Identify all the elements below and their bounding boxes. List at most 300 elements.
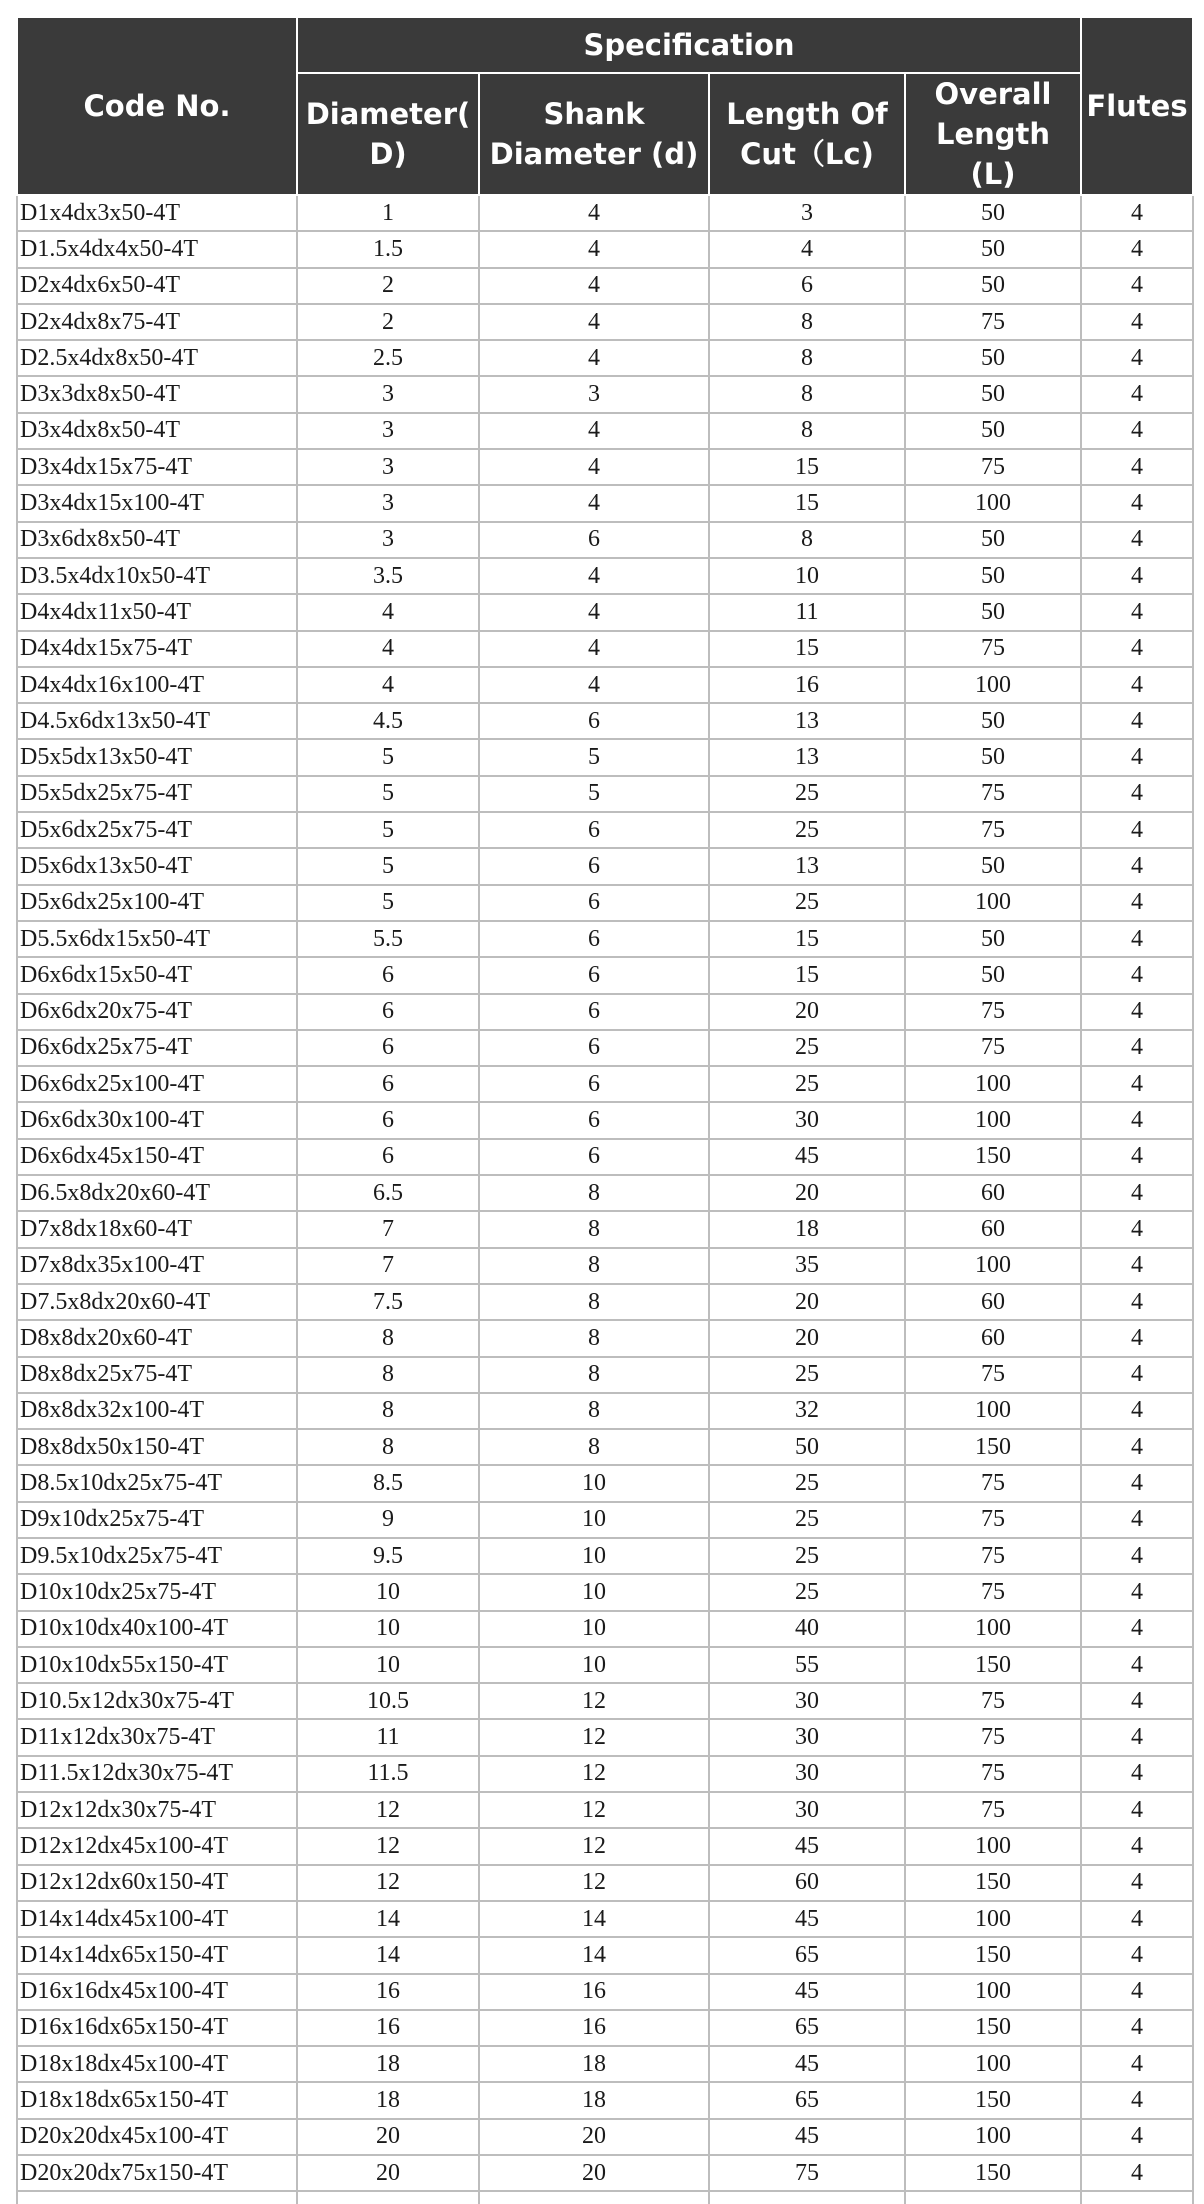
table-row (17, 1465, 1193, 1501)
length-of-cut-cell: 25 (709, 776, 905, 812)
header-length-of-cut: Length Of Cut（Lc) (709, 73, 905, 195)
length-of-cut-cell: 20 (709, 1175, 905, 1211)
code-no-cell: D5x6dx25x75-4T (17, 812, 297, 848)
length-of-cut-cell: 25 (709, 1465, 905, 1501)
flutes-cell: 4 (1081, 1611, 1193, 1647)
table-row (17, 2082, 1193, 2118)
header-diameter: Diameter( D) (297, 73, 479, 195)
table-row (17, 1139, 1193, 1175)
flutes-cell: 4 (1081, 1792, 1193, 1828)
overall-length-cell: 60 (905, 1284, 1081, 1320)
diameter-cell: 5.5 (297, 921, 479, 957)
shank-diameter-cell: 12 (479, 1756, 709, 1792)
overall-length-cell: 75 (905, 1502, 1081, 1538)
code-no-cell: D10x10dx40x100-4T (17, 1611, 297, 1647)
table-row (17, 1647, 1193, 1683)
table-row (17, 1937, 1193, 1973)
diameter-cell: 20 (297, 2155, 479, 2191)
flutes-cell: 4 (1081, 1211, 1193, 1247)
length-of-cut-cell: 4 (709, 231, 905, 267)
shank-diameter-cell: 8 (479, 1320, 709, 1356)
length-of-cut-cell: 30 (709, 1756, 905, 1792)
table-row (17, 594, 1193, 630)
empty-cell (905, 2191, 1081, 2204)
diameter-cell: 1 (297, 195, 479, 231)
length-of-cut-cell: 25 (709, 1066, 905, 1102)
table-row (17, 2155, 1193, 2191)
overall-length-cell: 75 (905, 776, 1081, 812)
code-no-cell: D14x14dx65x150-4T (17, 1937, 297, 1973)
shank-diameter-cell: 6 (479, 848, 709, 884)
table-row (17, 1393, 1193, 1429)
diameter-cell: 18 (297, 2082, 479, 2118)
length-of-cut-cell: 55 (709, 1647, 905, 1683)
diameter-cell: 14 (297, 1937, 479, 1973)
flutes-cell: 4 (1081, 739, 1193, 775)
shank-diameter-cell: 12 (479, 1719, 709, 1755)
flutes-cell: 4 (1081, 812, 1193, 848)
diameter-cell: 7 (297, 1248, 479, 1284)
table-row (17, 268, 1193, 304)
table-row (17, 2119, 1193, 2155)
shank-diameter-cell: 3 (479, 376, 709, 412)
diameter-cell: 10 (297, 1647, 479, 1683)
diameter-cell: 10 (297, 1611, 479, 1647)
code-no-cell: D8x8dx32x100-4T (17, 1393, 297, 1429)
code-no-cell: D18x18dx65x150-4T (17, 2082, 297, 2118)
code-no-cell: D3x6dx8x50-4T (17, 522, 297, 558)
code-no-cell: D16x16dx65x150-4T (17, 2010, 297, 2046)
diameter-cell: 5 (297, 739, 479, 775)
shank-diameter-cell: 6 (479, 1066, 709, 1102)
length-of-cut-cell: 75 (709, 2155, 905, 2191)
diameter-cell: 6 (297, 1139, 479, 1175)
code-no-cell: D12x12dx60x150-4T (17, 1865, 297, 1901)
shank-diameter-cell: 12 (479, 1828, 709, 1864)
code-no-cell: D10.5x12dx30x75-4T (17, 1683, 297, 1719)
diameter-cell: 9.5 (297, 1538, 479, 1574)
table-row (17, 340, 1193, 376)
overall-length-cell: 50 (905, 594, 1081, 630)
length-of-cut-cell: 30 (709, 1683, 905, 1719)
overall-length-cell: 50 (905, 413, 1081, 449)
overall-length-cell: 60 (905, 1211, 1081, 1247)
shank-diameter-cell: 4 (479, 304, 709, 340)
length-of-cut-cell: 8 (709, 522, 905, 558)
overall-length-cell: 75 (905, 1792, 1081, 1828)
shank-diameter-cell: 10 (479, 1611, 709, 1647)
shank-diameter-cell: 10 (479, 1574, 709, 1610)
flutes-cell: 4 (1081, 376, 1193, 412)
table-row (17, 631, 1193, 667)
code-no-cell: D6x6dx45x150-4T (17, 1139, 297, 1175)
table-row (17, 1030, 1193, 1066)
table-row (17, 1611, 1193, 1647)
diameter-cell: 6 (297, 1030, 479, 1066)
length-of-cut-cell: 25 (709, 885, 905, 921)
length-of-cut-cell: 15 (709, 957, 905, 993)
overall-length-cell: 150 (905, 2082, 1081, 2118)
length-of-cut-cell: 8 (709, 340, 905, 376)
table-row (17, 1828, 1193, 1864)
flutes-cell: 4 (1081, 1901, 1193, 1937)
diameter-cell: 3 (297, 376, 479, 412)
diameter-cell: 14 (297, 1901, 479, 1937)
overall-length-cell: 150 (905, 1647, 1081, 1683)
flutes-cell: 4 (1081, 522, 1193, 558)
code-no-cell: D14x14dx45x100-4T (17, 1901, 297, 1937)
overall-length-cell: 50 (905, 268, 1081, 304)
diameter-cell: 6 (297, 1066, 479, 1102)
flutes-cell: 4 (1081, 1102, 1193, 1138)
code-no-cell: D5x5dx25x75-4T (17, 776, 297, 812)
code-no-cell: D18x18dx45x100-4T (17, 2046, 297, 2082)
diameter-cell: 3 (297, 485, 479, 521)
flutes-cell: 4 (1081, 885, 1193, 921)
code-no-cell: D20x20dx45x100-4T (17, 2119, 297, 2155)
table-row (17, 885, 1193, 921)
table-row (17, 1357, 1193, 1393)
code-no-cell: D4x4dx15x75-4T (17, 631, 297, 667)
shank-diameter-cell: 12 (479, 1683, 709, 1719)
length-of-cut-cell: 45 (709, 1901, 905, 1937)
table-row (17, 1792, 1193, 1828)
shank-diameter-cell: 18 (479, 2082, 709, 2118)
flutes-cell: 4 (1081, 1393, 1193, 1429)
code-no-cell: D1x4dx3x50-4T (17, 195, 297, 231)
flutes-cell: 4 (1081, 994, 1193, 1030)
length-of-cut-cell: 15 (709, 921, 905, 957)
shank-diameter-cell: 8 (479, 1248, 709, 1284)
code-no-cell: D8.5x10dx25x75-4T (17, 1465, 297, 1501)
length-of-cut-cell: 45 (709, 1139, 905, 1175)
code-no-cell: D5x5dx13x50-4T (17, 739, 297, 775)
code-no-cell: D11x12dx30x75-4T (17, 1719, 297, 1755)
overall-length-cell: 75 (905, 1030, 1081, 1066)
table-row (17, 667, 1193, 703)
flutes-cell: 4 (1081, 667, 1193, 703)
code-no-cell: D11.5x12dx30x75-4T (17, 1756, 297, 1792)
code-no-cell: D7x8dx18x60-4T (17, 1211, 297, 1247)
length-of-cut-cell: 20 (709, 1284, 905, 1320)
shank-diameter-cell: 8 (479, 1211, 709, 1247)
length-of-cut-cell: 15 (709, 631, 905, 667)
table-row (17, 1175, 1193, 1211)
diameter-cell: 4 (297, 594, 479, 630)
shank-diameter-cell: 12 (479, 1865, 709, 1901)
shank-diameter-cell: 4 (479, 667, 709, 703)
overall-length-cell: 150 (905, 1865, 1081, 1901)
code-no-cell: D2x4dx6x50-4T (17, 268, 297, 304)
table-row (17, 231, 1193, 267)
overall-length-cell: 75 (905, 1465, 1081, 1501)
overall-length-cell: 50 (905, 195, 1081, 231)
code-no-cell: D10x10dx25x75-4T (17, 1574, 297, 1610)
length-of-cut-cell: 65 (709, 2082, 905, 2118)
length-of-cut-cell: 25 (709, 1030, 905, 1066)
overall-length-cell: 75 (905, 994, 1081, 1030)
flutes-cell: 4 (1081, 1683, 1193, 1719)
table-row (17, 449, 1193, 485)
flutes-cell: 4 (1081, 1357, 1193, 1393)
flutes-cell: 4 (1081, 485, 1193, 521)
empty-cell (709, 2191, 905, 2204)
diameter-cell: 3.5 (297, 558, 479, 594)
code-no-cell: D3.5x4dx10x50-4T (17, 558, 297, 594)
shank-diameter-cell: 6 (479, 1102, 709, 1138)
table-row (17, 1102, 1193, 1138)
length-of-cut-cell: 45 (709, 2046, 905, 2082)
table-row (17, 1574, 1193, 1610)
length-of-cut-cell: 45 (709, 1828, 905, 1864)
shank-diameter-cell: 5 (479, 739, 709, 775)
flutes-cell: 4 (1081, 2082, 1193, 2118)
code-no-cell: D4x4dx16x100-4T (17, 667, 297, 703)
diameter-cell: 8.5 (297, 1465, 479, 1501)
table-row (17, 1719, 1193, 1755)
overall-length-cell: 75 (905, 1357, 1081, 1393)
table-row (17, 1211, 1193, 1247)
code-no-cell: D12x12dx30x75-4T (17, 1792, 297, 1828)
diameter-cell: 1.5 (297, 231, 479, 267)
diameter-cell: 6 (297, 994, 479, 1030)
diameter-cell: 6.5 (297, 1175, 479, 1211)
shank-diameter-cell: 16 (479, 2010, 709, 2046)
code-no-cell: D3x4dx15x75-4T (17, 449, 297, 485)
code-no-cell: D9.5x10dx25x75-4T (17, 1538, 297, 1574)
table-row (17, 994, 1193, 1030)
code-no-cell: D10x10dx55x150-4T (17, 1647, 297, 1683)
code-no-cell: D1.5x4dx4x50-4T (17, 231, 297, 267)
flutes-cell: 4 (1081, 2119, 1193, 2155)
overall-length-cell: 60 (905, 1175, 1081, 1211)
length-of-cut-cell: 6 (709, 268, 905, 304)
overall-length-cell: 150 (905, 2155, 1081, 2191)
flutes-cell: 4 (1081, 1175, 1193, 1211)
diameter-cell: 4 (297, 667, 479, 703)
flutes-cell: 4 (1081, 594, 1193, 630)
table-row (17, 1066, 1193, 1102)
length-of-cut-cell: 30 (709, 1102, 905, 1138)
diameter-cell: 5 (297, 848, 479, 884)
code-no-cell: D8x8dx20x60-4T (17, 1320, 297, 1356)
diameter-cell: 8 (297, 1429, 479, 1465)
flutes-cell: 4 (1081, 449, 1193, 485)
diameter-cell: 3 (297, 449, 479, 485)
code-no-cell: D6.5x8dx20x60-4T (17, 1175, 297, 1211)
length-of-cut-cell: 3 (709, 195, 905, 231)
diameter-cell: 6 (297, 957, 479, 993)
code-no-cell: D8x8dx50x150-4T (17, 1429, 297, 1465)
header-row-1 (17, 17, 1193, 73)
table-row (17, 1502, 1193, 1538)
flutes-cell: 4 (1081, 703, 1193, 739)
code-no-cell: D16x16dx45x100-4T (17, 1974, 297, 2010)
diameter-cell: 12 (297, 1865, 479, 1901)
flutes-cell: 4 (1081, 1574, 1193, 1610)
overall-length-cell: 100 (905, 1901, 1081, 1937)
shank-diameter-cell: 10 (479, 1647, 709, 1683)
diameter-cell: 18 (297, 2046, 479, 2082)
table-row (17, 1320, 1193, 1356)
diameter-cell: 12 (297, 1828, 479, 1864)
code-no-cell: D3x3dx8x50-4T (17, 376, 297, 412)
table-row (17, 195, 1193, 231)
overall-length-cell: 75 (905, 304, 1081, 340)
code-no-cell: D2.5x4dx8x50-4T (17, 340, 297, 376)
diameter-cell: 3 (297, 413, 479, 449)
header-flutes: Flutes (1081, 17, 1193, 195)
table-row (17, 776, 1193, 812)
code-no-cell: D6x6dx25x100-4T (17, 1066, 297, 1102)
shank-diameter-cell: 4 (479, 594, 709, 630)
table-row (17, 848, 1193, 884)
length-of-cut-cell: 65 (709, 1937, 905, 1973)
flutes-cell: 4 (1081, 195, 1193, 231)
length-of-cut-cell: 40 (709, 1611, 905, 1647)
flutes-cell: 4 (1081, 1248, 1193, 1284)
overall-length-cell: 50 (905, 522, 1081, 558)
table-row (17, 921, 1193, 957)
diameter-cell: 2.5 (297, 340, 479, 376)
overall-length-cell: 60 (905, 1320, 1081, 1356)
flutes-cell: 4 (1081, 1828, 1193, 1864)
flutes-cell: 4 (1081, 340, 1193, 376)
flutes-cell: 4 (1081, 558, 1193, 594)
table-row (17, 1683, 1193, 1719)
empty-cell (17, 2191, 297, 2204)
empty-cell (479, 2191, 709, 2204)
shank-diameter-cell: 12 (479, 1792, 709, 1828)
shank-diameter-cell: 8 (479, 1175, 709, 1211)
length-of-cut-cell: 15 (709, 485, 905, 521)
table-row (17, 1901, 1193, 1937)
length-of-cut-cell: 35 (709, 1248, 905, 1284)
length-of-cut-cell: 45 (709, 1974, 905, 2010)
shank-diameter-cell: 8 (479, 1284, 709, 1320)
overall-length-cell: 75 (905, 1719, 1081, 1755)
length-of-cut-cell: 25 (709, 1357, 905, 1393)
overall-length-cell: 100 (905, 885, 1081, 921)
diameter-cell: 6 (297, 1102, 479, 1138)
table-row (17, 1429, 1193, 1465)
length-of-cut-cell: 18 (709, 1211, 905, 1247)
length-of-cut-cell: 8 (709, 376, 905, 412)
overall-length-cell: 75 (905, 449, 1081, 485)
shank-diameter-cell: 6 (479, 921, 709, 957)
diameter-cell: 11.5 (297, 1756, 479, 1792)
header-overall-length: Overall Length (L) (905, 73, 1081, 195)
overall-length-cell: 100 (905, 1066, 1081, 1102)
length-of-cut-cell: 11 (709, 594, 905, 630)
table-row (17, 1284, 1193, 1320)
flutes-cell: 4 (1081, 1429, 1193, 1465)
flutes-cell: 4 (1081, 1974, 1193, 2010)
diameter-cell: 7 (297, 1211, 479, 1247)
table-row (17, 522, 1193, 558)
shank-diameter-cell: 5 (479, 776, 709, 812)
header-code-no: Code No. (17, 17, 297, 195)
table-body (17, 195, 1193, 2204)
code-no-cell: D8x8dx25x75-4T (17, 1357, 297, 1393)
shank-diameter-cell: 10 (479, 1502, 709, 1538)
code-no-cell: D3x4dx15x100-4T (17, 485, 297, 521)
length-of-cut-cell: 15 (709, 449, 905, 485)
diameter-cell: 4 (297, 631, 479, 667)
diameter-cell: 5 (297, 885, 479, 921)
length-of-cut-cell: 45 (709, 2119, 905, 2155)
shank-diameter-cell: 10 (479, 1538, 709, 1574)
flutes-cell: 4 (1081, 1320, 1193, 1356)
length-of-cut-cell: 25 (709, 1574, 905, 1610)
flutes-cell: 4 (1081, 1030, 1193, 1066)
shank-diameter-cell: 4 (479, 631, 709, 667)
code-no-cell: D6x6dx15x50-4T (17, 957, 297, 993)
length-of-cut-cell: 16 (709, 667, 905, 703)
code-no-cell: D5x6dx13x50-4T (17, 848, 297, 884)
flutes-cell: 4 (1081, 848, 1193, 884)
length-of-cut-cell: 50 (709, 1429, 905, 1465)
header-shank-diameter: Shank Diameter (d) (479, 73, 709, 195)
overall-length-cell: 50 (905, 739, 1081, 775)
length-of-cut-cell: 30 (709, 1719, 905, 1755)
table-row-partial (17, 2191, 1193, 2204)
length-of-cut-cell: 25 (709, 1538, 905, 1574)
flutes-cell: 4 (1081, 1066, 1193, 1102)
shank-diameter-cell: 4 (479, 485, 709, 521)
overall-length-cell: 50 (905, 921, 1081, 957)
overall-length-cell: 75 (905, 1538, 1081, 1574)
code-no-cell: D7.5x8dx20x60-4T (17, 1284, 297, 1320)
table-row (17, 376, 1193, 412)
overall-length-cell: 75 (905, 1683, 1081, 1719)
diameter-cell: 5 (297, 812, 479, 848)
length-of-cut-cell: 60 (709, 1865, 905, 1901)
overall-length-cell: 50 (905, 703, 1081, 739)
overall-length-cell: 100 (905, 1393, 1081, 1429)
flutes-cell: 4 (1081, 2010, 1193, 2046)
length-of-cut-cell: 10 (709, 558, 905, 594)
flutes-cell: 4 (1081, 1465, 1193, 1501)
length-of-cut-cell: 65 (709, 2010, 905, 2046)
overall-length-cell: 75 (905, 1756, 1081, 1792)
flutes-cell: 4 (1081, 631, 1193, 667)
shank-diameter-cell: 14 (479, 1937, 709, 1973)
code-no-cell: D6x6dx20x75-4T (17, 994, 297, 1030)
spec-table (16, 16, 1194, 2204)
length-of-cut-cell: 13 (709, 739, 905, 775)
shank-diameter-cell: 20 (479, 2155, 709, 2191)
table-row (17, 1538, 1193, 1574)
diameter-cell: 8 (297, 1393, 479, 1429)
overall-length-cell: 150 (905, 1429, 1081, 1465)
shank-diameter-cell: 4 (479, 413, 709, 449)
table-row (17, 2010, 1193, 2046)
table-row (17, 413, 1193, 449)
code-no-cell: D3x4dx8x50-4T (17, 413, 297, 449)
shank-diameter-cell: 4 (479, 231, 709, 267)
diameter-cell: 10 (297, 1574, 479, 1610)
shank-diameter-cell: 20 (479, 2119, 709, 2155)
flutes-cell: 4 (1081, 921, 1193, 957)
overall-length-cell: 50 (905, 957, 1081, 993)
overall-length-cell: 75 (905, 631, 1081, 667)
table-row (17, 485, 1193, 521)
length-of-cut-cell: 25 (709, 812, 905, 848)
empty-cell (1081, 2191, 1193, 2204)
shank-diameter-cell: 6 (479, 522, 709, 558)
overall-length-cell: 100 (905, 1828, 1081, 1864)
